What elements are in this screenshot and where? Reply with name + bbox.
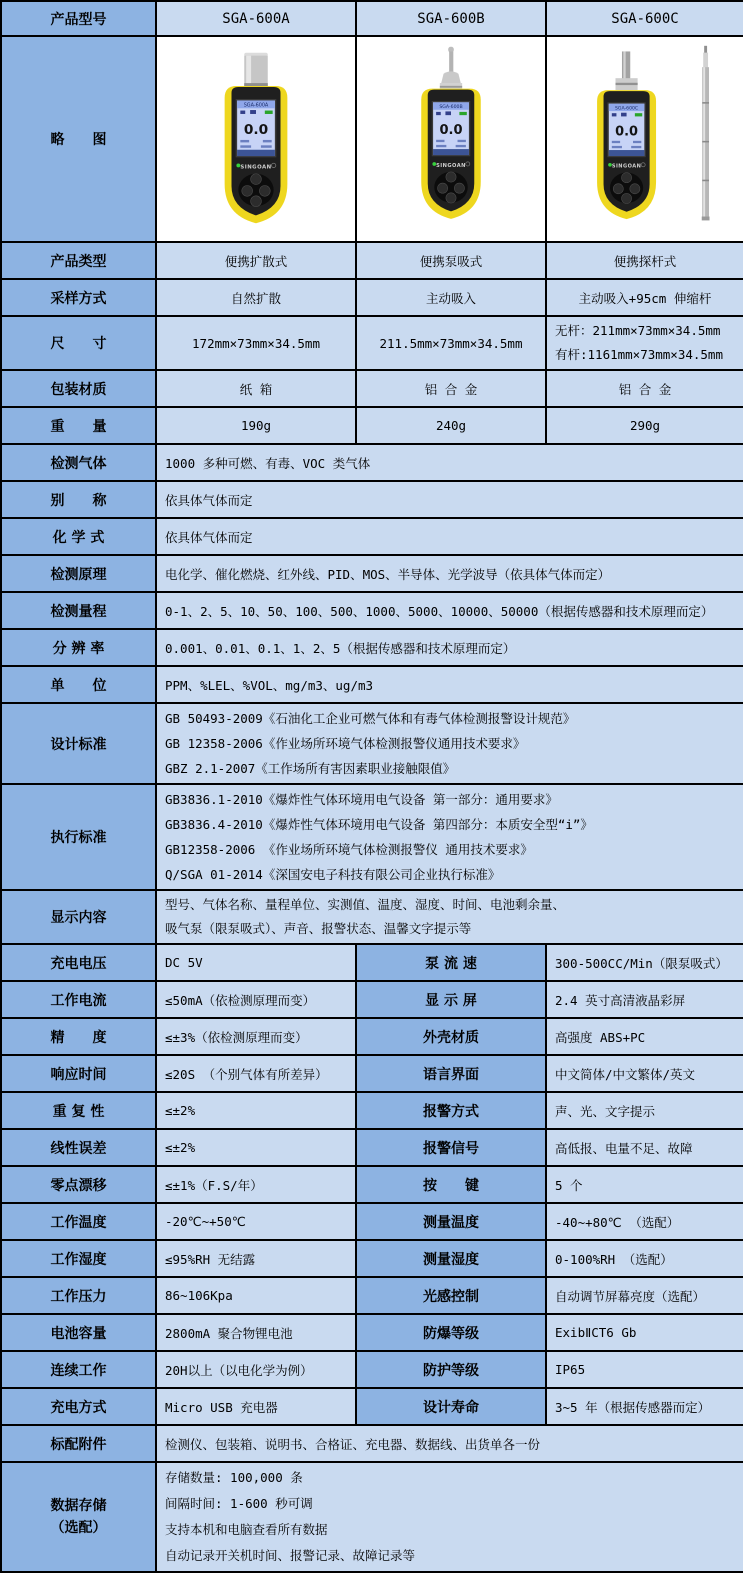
cell-value: IP65 xyxy=(546,1351,743,1388)
cell-value: 2800mA 聚合物锂电池 xyxy=(156,1314,356,1351)
brand-label: SINGOAN xyxy=(611,163,642,170)
cell-value: PPM、%LEL、%VOL、mg/m3、ug/m3 xyxy=(156,666,743,703)
model-b: SGA-600B xyxy=(356,1,546,36)
table-row-design-standards xyxy=(1,703,743,784)
cell-value: 依具体气体而定 xyxy=(156,481,743,518)
cell-value: 铝 合 金 xyxy=(546,370,743,407)
row-label: 显 示 屏 xyxy=(356,981,546,1018)
row-label: 工作压力 xyxy=(1,1277,156,1314)
cell-value: 86~106Kpa xyxy=(156,1277,356,1314)
device-screen xyxy=(236,100,275,157)
table-row-display-content xyxy=(1,890,743,944)
cell-value: 存储数量: 100,000 条 间隔时间: 1-600 秒可调 支持本机和电脑查看所有数据 自动记录开关机时间、报警记录、故障记录等 xyxy=(156,1462,743,1572)
cell-value: 0-1、2、5、10、50、100、500、1000、5000、10000、50000（根据传感器和技术原理而定） xyxy=(156,592,743,629)
row-label: 工作温度 xyxy=(1,1203,156,1240)
table-row-packaging xyxy=(1,370,743,407)
cell-value: GB3836.1-2010《爆炸性气体环境用电气设备 第一部分：通用要求》 GB3836.4-2010《爆炸性气体环境用电气设备 第四部分：本质安全型“i”》 GB12358-2006 《作业场所环境气体检测报警仪 通用技术要求》 Q/SGA 01-2014《深国安电子科技有限公司企业执行标准》 xyxy=(156,784,743,890)
table-row-dual-11 xyxy=(1,1351,743,1388)
cell-value: 300-500CC/Min（限泵吸式） xyxy=(546,944,743,981)
cell-value: 3~5 年（根据传感器而定） xyxy=(546,1388,743,1425)
table-row-range xyxy=(1,592,743,629)
model-c: SGA-600C xyxy=(546,1,743,36)
cell-value: 290g xyxy=(546,407,743,444)
cell-value: 5 个 xyxy=(546,1166,743,1203)
table-row-product-type xyxy=(1,242,743,279)
fan-icon xyxy=(250,110,256,114)
device-a-illustration xyxy=(158,39,354,235)
row-label: 线性误差 xyxy=(1,1129,156,1166)
cell-value: 中文简体/中文繁体/英文 xyxy=(546,1055,743,1092)
cell-value: ExibⅡCT6 Gb xyxy=(546,1314,743,1351)
alarm-icon xyxy=(436,112,441,115)
gas-reading: 0.0 xyxy=(243,122,269,139)
cell-value: Micro USB 充电器 xyxy=(156,1388,356,1425)
row-label: 连续工作 xyxy=(1,1351,156,1388)
alarm-icon xyxy=(240,111,245,114)
cell-value: 211.5mm×73mm×34.5mm xyxy=(356,316,546,370)
cell-value: 型号、气体名称、量程单位、实测值、温度、湿度、时间、电池剩余量、 吸气泵（限泵吸式）、声音、报警状态、温馨文字提示等 xyxy=(156,890,743,944)
table-row-alias xyxy=(1,481,743,518)
probe-stub-icon xyxy=(616,51,638,90)
fan-icon xyxy=(445,111,451,115)
cell-value: ≤±2% xyxy=(156,1129,356,1166)
row-label: 精 度 xyxy=(1,1018,156,1055)
cell-value: 检测仪、包装箱、说明书、合格证、充电器、数据线、出货单各一份 xyxy=(156,1425,743,1462)
row-label: 产品类型 xyxy=(1,242,156,279)
cell-value: 190g xyxy=(156,407,356,444)
row-label: 按 键 xyxy=(356,1166,546,1203)
row-label: 零点漂移 xyxy=(1,1166,156,1203)
brand-label: SINGOAN xyxy=(240,164,272,171)
telescopic-rod-icon xyxy=(702,46,710,221)
row-label: 报警信号 xyxy=(356,1129,546,1166)
cell-value: ≤±2% xyxy=(156,1092,356,1129)
header-label: 产品型号 xyxy=(1,1,156,36)
row-label: 重 复 性 xyxy=(1,1092,156,1129)
cell-value: ≤50mA（依检测原理而变） xyxy=(156,981,356,1018)
row-label: 尺 寸 xyxy=(1,316,156,370)
row-label: 显示内容 xyxy=(1,890,156,944)
device-screen xyxy=(432,102,469,156)
row-label: 设计标准 xyxy=(1,703,156,784)
row-label: 语言界面 xyxy=(356,1055,546,1092)
battery-icon xyxy=(459,112,466,115)
cell-value: 纸 箱 xyxy=(156,370,356,407)
row-label: 分 辨 率 xyxy=(1,629,156,666)
cell-value: 高强度 ABS+PC xyxy=(546,1018,743,1055)
row-label: 执行标准 xyxy=(1,784,156,890)
row-label: 工作电流 xyxy=(1,981,156,1018)
device-with-probe xyxy=(597,51,656,219)
product-image-sga-600b xyxy=(356,36,546,242)
cell-value: 0-100%RH （选配） xyxy=(546,1240,743,1277)
device-screen xyxy=(608,103,645,156)
table-row-dual-5 xyxy=(1,1129,743,1166)
gas-reading: 0.0 xyxy=(615,124,638,140)
pump-probe-icon xyxy=(440,47,462,91)
row-label: 检测量程 xyxy=(1,592,156,629)
cell-value: 1000 多种可燃、有毒、VOC 类气体 xyxy=(156,444,743,481)
cell-value: 240g xyxy=(356,407,546,444)
row-label: 单 位 xyxy=(1,666,156,703)
row-label: 重 量 xyxy=(1,407,156,444)
row-label: 标配附件 xyxy=(1,1425,156,1462)
table-row-units xyxy=(1,666,743,703)
cell-value: 电化学、催化燃烧、红外线、PID、MOS、半导体、光学波导（依具体气体而定） xyxy=(156,555,743,592)
table-row-dual-2 xyxy=(1,1018,743,1055)
sketch-row xyxy=(1,36,743,242)
table-row-dual-10 xyxy=(1,1314,743,1351)
table-row-weight xyxy=(1,407,743,444)
cell-value: -40~+80℃ （选配） xyxy=(546,1203,743,1240)
cell-value: DC 5V xyxy=(156,944,356,981)
row-label: 别 称 xyxy=(1,481,156,518)
row-label: 包装材质 xyxy=(1,370,156,407)
table-row-resolution xyxy=(1,629,743,666)
cell-value: ≤20S （个别气体有所差异） xyxy=(156,1055,356,1092)
cell-value: 自然扩散 xyxy=(156,279,356,316)
cell-value: 2.4 英寸高清液晶彩屏 xyxy=(546,981,743,1018)
row-label: 测量湿度 xyxy=(356,1240,546,1277)
cell-value: 便携泵吸式 xyxy=(356,242,546,279)
cell-value: 声、光、文字提示 xyxy=(546,1092,743,1129)
table-row-dual-4 xyxy=(1,1092,743,1129)
sketch-label: 略 图 xyxy=(1,36,156,242)
row-label: 测量温度 xyxy=(356,1203,546,1240)
cell-value: GB 50493-2009《石油化工企业可燃气体和有毒气体检测报警设计规范》 GB 12358-2006《作业场所环境气体检测报警仪通用技术要求》 GBZ 2.1-2007《工作场所有害因素职业接触限值》 xyxy=(156,703,743,784)
row-label: 检测原理 xyxy=(1,555,156,592)
svg-text:SGA-600B: SGA-600B xyxy=(439,105,463,111)
table-row-accessories xyxy=(1,1425,743,1462)
model-a: SGA-600A xyxy=(156,1,356,36)
device-c-illustration xyxy=(548,39,742,235)
row-label: 响应时间 xyxy=(1,1055,156,1092)
table-row-data-storage xyxy=(1,1462,743,1572)
gas-reading: 0.0 xyxy=(439,123,463,139)
table-row-dimensions xyxy=(1,316,743,370)
cell-value: 主动吸入+95cm 伸缩杆 xyxy=(546,279,743,316)
cell-value: ≤±1%（F.S/年） xyxy=(156,1166,356,1203)
alarm-icon xyxy=(612,113,617,116)
table-row-exec-standards xyxy=(1,784,743,890)
row-label: 防爆等级 xyxy=(356,1314,546,1351)
gas-sensor-cap-icon xyxy=(244,53,268,87)
battery-icon xyxy=(265,111,273,114)
row-label: 报警方式 xyxy=(356,1092,546,1129)
svg-text:SGA-600C: SGA-600C xyxy=(614,106,639,112)
table-row-dual-6 xyxy=(1,1166,743,1203)
table-row-dual-9 xyxy=(1,1277,743,1314)
row-label: 采样方式 xyxy=(1,279,156,316)
cell-value: 依具体气体而定 xyxy=(156,518,743,555)
table-row-dual-1 xyxy=(1,981,743,1018)
cell-value: 主动吸入 xyxy=(356,279,546,316)
device-b-illustration xyxy=(358,39,544,235)
table-row-principle xyxy=(1,555,743,592)
cell-value: 高低报、电量不足、故障 xyxy=(546,1129,743,1166)
row-label: 工作湿度 xyxy=(1,1240,156,1277)
cell-value: 自动调节屏幕亮度（选配） xyxy=(546,1277,743,1314)
row-label: 检测气体 xyxy=(1,444,156,481)
table-row-dual-7 xyxy=(1,1203,743,1240)
brand-label: SINGOAN xyxy=(436,162,466,169)
cell-value: 便携扩散式 xyxy=(156,242,356,279)
row-label: 光感控制 xyxy=(356,1277,546,1314)
header-row xyxy=(1,1,743,36)
row-label: 设计寿命 xyxy=(356,1388,546,1425)
cell-value: 便携探杆式 xyxy=(546,242,743,279)
cell-value: 172mm×73mm×34.5mm xyxy=(156,316,356,370)
cell-value: 铝 合 金 xyxy=(356,370,546,407)
row-label: 泵 流 速 xyxy=(356,944,546,981)
cell-value: ≤±3%（依检测原理而变） xyxy=(156,1018,356,1055)
cell-value: 0.001、0.01、0.1、1、2、5（根据传感器和技术原理而定） xyxy=(156,629,743,666)
row-label: 数据存储 （选配） xyxy=(1,1462,156,1572)
svg-text:SGA-600A: SGA-600A xyxy=(243,102,269,109)
product-image-sga-600c xyxy=(546,36,743,242)
battery-icon xyxy=(635,113,642,116)
table-row-dual-8 xyxy=(1,1240,743,1277)
table-row-dual-12 xyxy=(1,1388,743,1425)
cell-value: ≤95%RH 无结露 xyxy=(156,1240,356,1277)
table-row-sampling xyxy=(1,279,743,316)
product-image-sga-600a xyxy=(156,36,356,242)
row-label: 防护等级 xyxy=(356,1351,546,1388)
table-row-dual-0 xyxy=(1,944,743,981)
table-row-gases xyxy=(1,444,743,481)
table-row-formula xyxy=(1,518,743,555)
row-label: 充电方式 xyxy=(1,1388,156,1425)
row-label: 外壳材质 xyxy=(356,1018,546,1055)
row-label: 化 学 式 xyxy=(1,518,156,555)
cell-value: -20℃~+50℃ xyxy=(156,1203,356,1240)
fan-icon xyxy=(621,113,627,117)
table-row-dual-3 xyxy=(1,1055,743,1092)
row-label: 电池容量 xyxy=(1,1314,156,1351)
cell-value: 20H以上（以电化学为例） xyxy=(156,1351,356,1388)
row-label: 充电电压 xyxy=(1,944,156,981)
cell-value: 无杆：211mm×73mm×34.5mm 有杆:1161mm×73mm×34.5mm xyxy=(546,316,743,370)
